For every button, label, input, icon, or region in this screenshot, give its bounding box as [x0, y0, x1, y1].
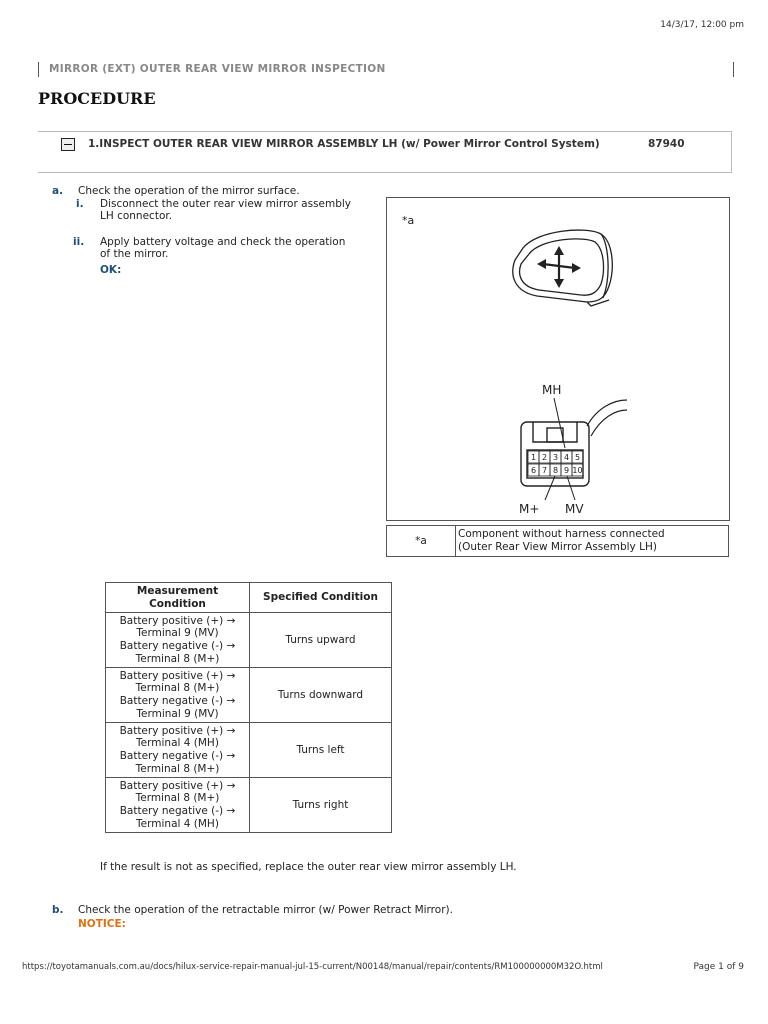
footer-page-number: Page 1 of 9	[693, 962, 744, 972]
ok-label: OK:	[100, 264, 122, 276]
result-cell: Turns left	[250, 723, 392, 778]
page-title: PROCEDURE	[38, 89, 156, 108]
figure-legend	[386, 525, 729, 557]
step-code: 87940	[648, 138, 685, 150]
mv-label: MV	[565, 502, 584, 516]
mplus-label: M+	[519, 502, 540, 516]
connector-pin-7: 7	[541, 466, 548, 475]
result-cell: Turns right	[250, 778, 392, 833]
mh-label: MH	[542, 383, 562, 397]
table-row	[106, 723, 392, 778]
connector-pin-8: 8	[552, 466, 559, 475]
measurement-cell: Battery positive (+) → Terminal 8 (M+) Battery negative (-) → Terminal 9 (MV)	[106, 668, 250, 723]
breadcrumb-left-divider	[38, 62, 39, 77]
step-a-text: Check the operation of the mirror surface.	[78, 185, 300, 197]
connector-pin-9: 9	[563, 466, 570, 475]
header-specified: Specified Condition	[250, 583, 392, 613]
measurement-cell: Battery positive (+) → Terminal 8 (M+) Battery negative (-) → Terminal 4 (MH)	[106, 778, 250, 833]
connector-pin-3: 3	[552, 453, 559, 462]
step-i-text-line1: Disconnect the outer rear view mirror assembly	[100, 198, 352, 210]
step-ii-label: ii.	[73, 236, 85, 248]
mirror-connector-diagram	[387, 198, 729, 520]
table-row	[106, 613, 392, 668]
header-measurement: Measurement Condition	[106, 583, 250, 613]
collapse-icon[interactable]	[61, 138, 75, 151]
connector-pin-4: 4	[563, 453, 570, 462]
step-b-label: b.	[52, 904, 64, 916]
direction-arrows-icon	[537, 246, 581, 288]
step-b-text: Check the operation of the retractable mirror (w/ Power Retract Mirror).	[78, 904, 453, 916]
print-datetime: 14/3/17, 12:00 pm	[660, 20, 744, 30]
legend-line2: (Outer Rear View Mirror Assembly LH)	[458, 541, 657, 553]
legend-key: *a	[387, 526, 456, 556]
legend-line1: Component without harness connected	[458, 528, 665, 540]
harness-stub	[587, 400, 627, 436]
breadcrumb-text: MIRROR (EXT) OUTER REAR VIEW MIRROR INSPECTION	[49, 63, 386, 75]
breadcrumb	[38, 62, 734, 78]
step-a-label: a.	[52, 185, 64, 197]
step-header	[38, 131, 732, 173]
measurement-cell: Battery positive (+) → Terminal 9 (MV) Battery negative (-) → Terminal 8 (M+)	[106, 613, 250, 668]
mirror-figure	[386, 197, 730, 521]
result-cell: Turns downward	[250, 668, 392, 723]
step-i-label: i.	[76, 198, 84, 210]
after-table-note: If the result is not as specified, replace the outer rear view mirror assembly LH.	[100, 861, 517, 873]
step-ii-text-line1: Apply battery voltage and check the operation	[100, 236, 346, 248]
connector-pin-5: 5	[574, 453, 581, 462]
connector-pin-6: 6	[530, 466, 537, 475]
step-i-text-line2: LH connector.	[100, 210, 173, 222]
step-ii-text-line2: of the mirror.	[100, 248, 169, 260]
footer-url[interactable]: https://toyotamanuals.com.au/docs/hilux-service-repair-manual-jul-15-current/N00148/manual/repair/contents/RM100000000M32O.html	[22, 962, 603, 972]
table-row	[106, 668, 392, 723]
result-cell: Turns upward	[250, 613, 392, 668]
connector-pin-10: 10	[572, 466, 583, 475]
breadcrumb-right-divider	[733, 62, 734, 77]
mirror-illustration	[513, 230, 612, 306]
callout-a-text: *a	[402, 214, 415, 227]
connector-pin-2: 2	[541, 453, 548, 462]
measurement-cell: Battery positive (+) → Terminal 4 (MH) Battery negative (-) → Terminal 8 (M+)	[106, 723, 250, 778]
connector-pin-1: 1	[530, 453, 537, 462]
step-title: 1.INSPECT OUTER REAR VIEW MIRROR ASSEMBLY LH (w/ Power Mirror Control System)	[88, 138, 600, 150]
condition-table	[105, 582, 392, 833]
notice-label: NOTICE:	[78, 918, 126, 930]
legend-description	[458, 528, 728, 554]
table-row	[106, 778, 392, 833]
